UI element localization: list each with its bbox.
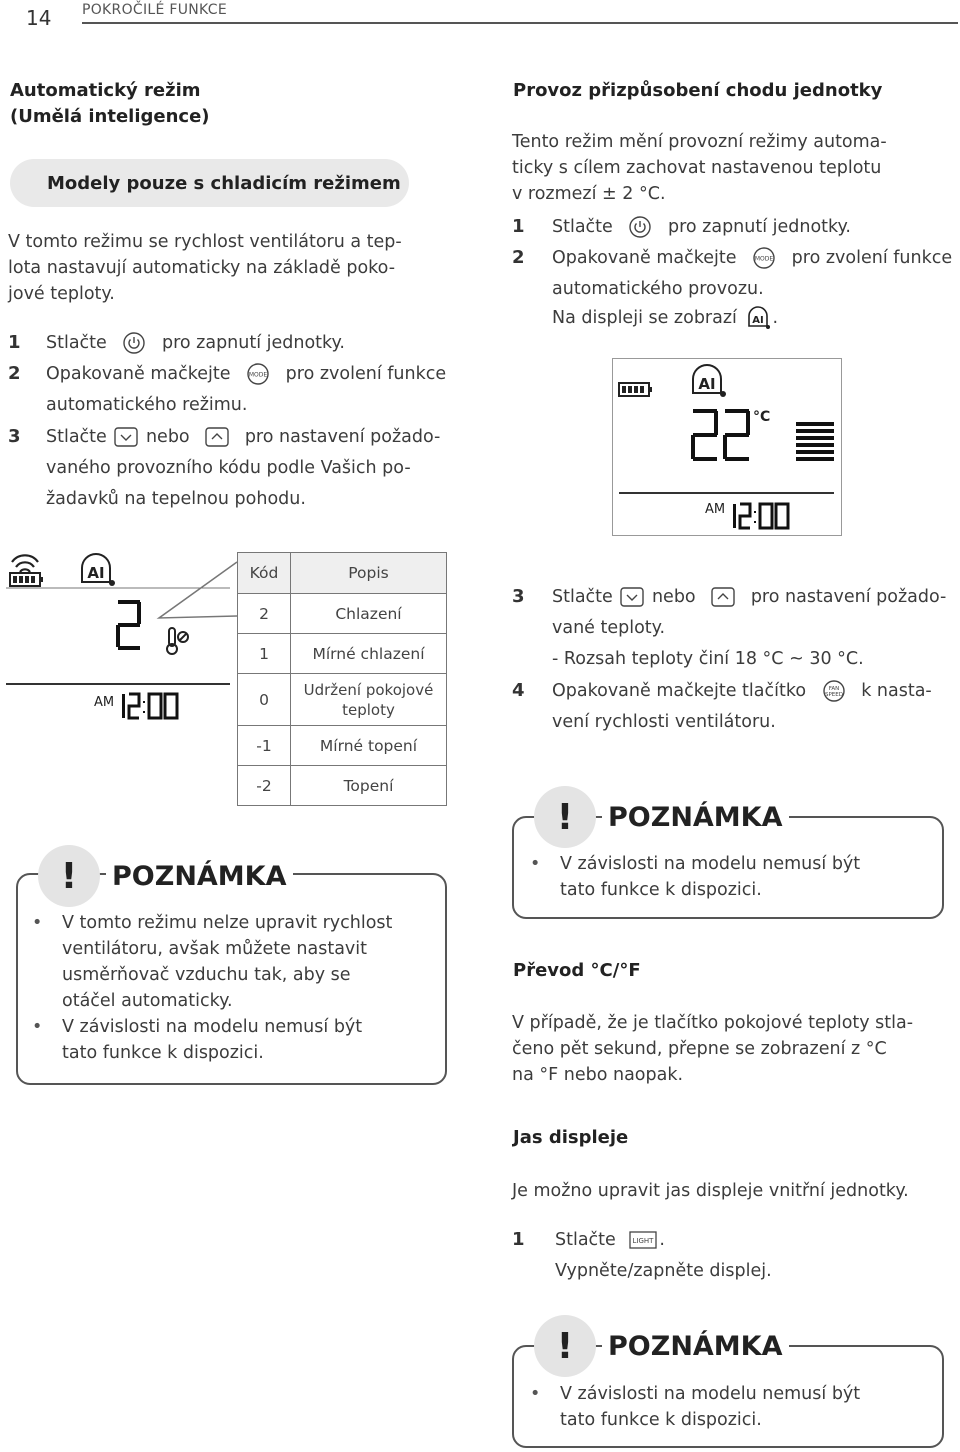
temperature-digits (691, 409, 750, 461)
intro-line: Tento režim mění provozní režimy automa- (512, 132, 887, 152)
note-line: ventilátoru, avšak můžete nastavit (62, 939, 368, 959)
step-1-text (555, 1227, 665, 1253)
left-steps (8, 330, 448, 520)
note-line: • V závislosti na modelu nemusí být (62, 1017, 363, 1037)
step-text: Opakovaně mačkejte tlačítko (552, 681, 807, 701)
conversion-text (512, 1010, 952, 1088)
table-header-row (238, 553, 447, 594)
step-text: pro zvolení funkce (285, 364, 447, 384)
table-cell: 2 (238, 594, 291, 634)
code-digit (116, 600, 141, 650)
mode-button-icon (246, 362, 270, 386)
intro-line: v rozmezí ± 2 °C. (512, 184, 666, 204)
intro-line: jové teploty. (8, 284, 115, 304)
svg-text:MODE: MODE (248, 371, 268, 379)
intro-line: ticky s cílem zachovat nastavenou teplotu (512, 158, 882, 178)
step-text: Opakovaně mačkejte (46, 364, 231, 384)
ai-mode-icon (82, 554, 115, 586)
battery-icon (10, 573, 43, 586)
table-cell: Chlazení (291, 594, 447, 634)
clock-digits (122, 694, 177, 718)
step-text: pro zvolení funkce (791, 248, 953, 268)
table-cell: Topení (291, 766, 447, 806)
up-button-icon (711, 587, 735, 607)
note-bullet (560, 1381, 940, 1433)
svg-text:AI: AI (87, 564, 105, 582)
step-text: Stlačte (46, 427, 107, 447)
step-text: k nasta- (861, 681, 932, 701)
intro-line: lota nastavují automaticky na základě poko- (8, 258, 396, 278)
step-3 (512, 584, 947, 669)
up-button-icon (205, 427, 229, 447)
step-text: automatického provozu. (552, 279, 764, 299)
step-3-text (46, 424, 440, 450)
step-number: 2 (8, 363, 21, 384)
table-row (238, 674, 447, 726)
step-3-text (552, 584, 946, 610)
ai-mode-icon (693, 365, 726, 397)
step-number: 1 (512, 1229, 525, 1250)
step-number: 4 (512, 680, 525, 701)
note-title: POZNÁMKA (602, 1331, 789, 1362)
note-line: tato funkce k dispozici. (560, 880, 762, 900)
note-title: POZNÁMKA (106, 861, 293, 892)
step-text: pro nastavení požado- (750, 587, 947, 607)
note-bullet (62, 1014, 442, 1066)
step-number: 1 (512, 216, 525, 237)
table-row (238, 634, 447, 674)
step-text: pro nastavení požado- (244, 427, 441, 447)
page-number: 14 (26, 6, 52, 30)
left-title-line-2: (Umělá inteligence) (10, 106, 210, 127)
table-cell: Udržení pokojové teploty (291, 674, 447, 726)
svg-text:SPEED: SPEED (824, 692, 843, 698)
step-text: nebo (651, 587, 696, 607)
light-button-icon (629, 1231, 657, 1249)
step-4 (512, 678, 932, 732)
brightness-text: Je možno upravit jas displeje vnitřní jednotky. (512, 1181, 909, 1201)
step-text: vení rychlosti ventilátoru. (552, 712, 776, 732)
model-pill: Modely pouze s chladicím režimem (10, 159, 409, 207)
note-line: • V závislosti na modelu nemusí být (560, 854, 861, 874)
table-cell: 1 (238, 634, 291, 674)
clock-digits (733, 504, 788, 528)
svg-text:MODE: MODE (754, 255, 774, 263)
step-text: Na displeji se zobrazí (552, 308, 737, 328)
table-row (238, 766, 447, 806)
svg-text:LIGHT: LIGHT (632, 1237, 654, 1245)
step-3 (8, 424, 441, 509)
note-title: POZNÁMKA (602, 802, 789, 833)
right-intro (512, 129, 952, 207)
note-line: tato funkce k dispozici. (560, 1410, 762, 1430)
step-text: Opakovaně mačkejte (552, 248, 737, 268)
warning-icon: ! (534, 1315, 596, 1377)
text-line: na °F nebo naopak. (512, 1065, 684, 1085)
mode-button-icon (752, 246, 776, 270)
step-text: Vypněte/zapněte displej. (555, 1261, 772, 1281)
step-1-text (46, 330, 345, 356)
conversion-title: Převod °C/°F (513, 960, 641, 981)
battery-icon (619, 383, 652, 396)
am-label: AM (705, 502, 726, 517)
step-number: 3 (8, 426, 21, 447)
step-number: 1 (8, 332, 21, 353)
header-rule (82, 22, 958, 24)
table-cell: Mírné topení (291, 726, 447, 766)
step-text: žadavků na tepelnou pohodu. (46, 489, 306, 509)
right-steps (512, 214, 957, 344)
note-header-right-1 (534, 786, 789, 848)
thermometer-icon (167, 628, 188, 654)
svg-text:AI: AI (752, 315, 765, 326)
step-2-text (46, 361, 446, 387)
step-text: Stlačte (552, 587, 613, 607)
step-text: pro zapnutí jednotky. (667, 217, 851, 237)
table-cell: -2 (238, 766, 291, 806)
am-label: AM (94, 695, 115, 710)
table-row (238, 726, 447, 766)
section-title: POKROČILÉ FUNKCE (82, 2, 227, 18)
table-header: Kód (238, 553, 291, 594)
note-header-left (38, 845, 293, 907)
note-line: usměrňovač vzduchu tak, aby se (62, 965, 351, 985)
step-text: - Rozsah teploty činí 18 °C ~ 30 °C. (552, 649, 864, 669)
note-line: tato funkce k dispozici. (62, 1043, 264, 1063)
brightness-title: Jas displeje (513, 1127, 629, 1148)
step-text: automatického režimu. (46, 395, 248, 415)
left-title (10, 78, 210, 130)
brightness-step (512, 1227, 952, 1287)
power-button-icon (628, 215, 652, 239)
note-line: • V závislosti na modelu nemusí být (560, 1384, 861, 1404)
unit-label: °C (753, 409, 771, 425)
table-row (238, 594, 447, 634)
step-2-display-line (552, 305, 778, 331)
down-button-icon (114, 427, 138, 447)
note-line: otáčel automaticky. (62, 991, 233, 1011)
table-pointer (155, 558, 239, 628)
step-text: nebo (145, 427, 190, 447)
code-table (237, 552, 447, 806)
fan-speed-bars (796, 422, 834, 461)
right-steps-2 (512, 584, 957, 744)
warning-icon: ! (534, 786, 596, 848)
step-text: . (772, 308, 779, 328)
fan-speed-button-icon (822, 679, 846, 703)
step-1-text (552, 214, 851, 240)
left-intro (8, 229, 448, 307)
step-text: Stlačte (46, 333, 107, 353)
step-1 (8, 330, 345, 356)
power-button-icon (122, 331, 146, 355)
right-lcd-display (612, 358, 842, 536)
note-line: • V tomto režimu nelze upravit rychlost (62, 913, 393, 933)
step-4-text (552, 678, 932, 704)
table-cell: 0 (238, 674, 291, 726)
left-title-line-1: Automatický režim (10, 80, 201, 101)
step-text: Stlačte (552, 217, 613, 237)
step-2 (512, 245, 953, 328)
ai-mode-icon (746, 306, 772, 330)
text-line: čeno pět sekund, přepne se zobrazení z °C (512, 1039, 887, 1059)
step-text: vaného provozního kódu podle Vašich po- (46, 458, 411, 478)
lcd-graphic (613, 359, 840, 534)
table-cell: Mírné chlazení (291, 634, 447, 674)
text-line: V případě, že je tlačítko pokojové teploty stla- (512, 1013, 914, 1033)
step-number: 2 (512, 247, 525, 268)
svg-text:FAN: FAN (828, 686, 839, 692)
step-number: 3 (512, 586, 525, 607)
warning-icon: ! (38, 845, 100, 907)
svg-text:AI: AI (698, 375, 716, 393)
note-header-right-2 (534, 1315, 789, 1377)
right-title: Provoz přizpůsobení chodu jednotky (513, 80, 883, 101)
step-2 (8, 361, 447, 415)
step-text: Stlačte (555, 1230, 616, 1250)
table-cell: -1 (238, 726, 291, 766)
step-1 (512, 214, 851, 240)
down-button-icon (620, 587, 644, 607)
table-header: Popis (291, 553, 447, 594)
note-bullet (560, 851, 940, 903)
step-2-text (552, 245, 952, 271)
wifi-icon (12, 555, 38, 572)
step-text: pro zapnutí jednotky. (161, 333, 345, 353)
intro-line: V tomto režimu se rychlost ventilátoru a tep- (8, 232, 402, 252)
step-text: vané teploty. (552, 618, 666, 638)
note-bullet (62, 910, 442, 1014)
step-text: . (659, 1230, 665, 1250)
